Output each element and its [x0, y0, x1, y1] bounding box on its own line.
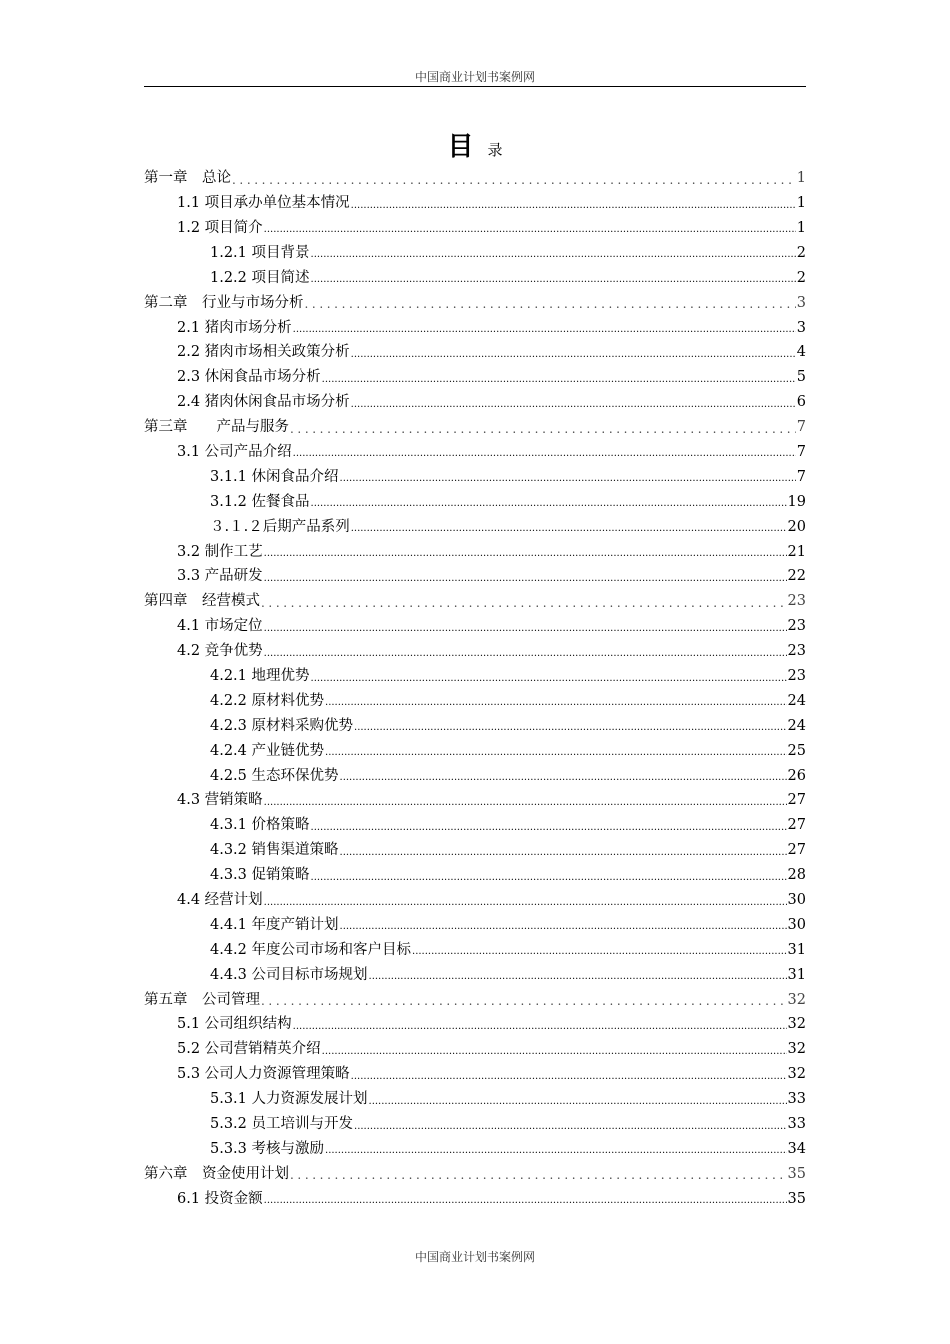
toc-entry-page: 32 [787, 991, 806, 1008]
toc-dot-leader [351, 520, 787, 535]
toc-entry[interactable] [144, 639, 806, 664]
toc-entry[interactable] [144, 987, 806, 1012]
toc-entry[interactable] [144, 1062, 806, 1087]
toc-entry-label: 4.2.1 地理优势 [210, 668, 310, 684]
toc-entry-label: 4.4.2 年度公司市场和客户目标 [210, 941, 412, 958]
toc-entry-label: 第二章 行业与市场分析 [144, 294, 304, 311]
toc-entry[interactable] [144, 315, 806, 340]
toc-entry-page: 1 [796, 170, 806, 187]
toc-entry[interactable] [144, 1162, 806, 1187]
toc-entry-page: 23 [787, 593, 806, 610]
toc-entry-page: 33 [787, 1091, 806, 1108]
toc-dot-leader [293, 321, 796, 336]
toc-dot-leader [311, 246, 796, 261]
toc-entry-label: 第一章 总论 [144, 170, 231, 187]
toc-entry-label: ３.１.２后期产品系列 [210, 518, 350, 535]
toc-dot-leader [264, 1192, 787, 1207]
toc-entry[interactable] [144, 913, 806, 938]
toc-dot-leader [261, 594, 787, 609]
toc-entry-page: 28 [787, 867, 806, 884]
toc-entry-page: 31 [787, 941, 806, 958]
toc-dot-leader [351, 1067, 787, 1082]
toc-entry-label: 2.1 猪肉市场分析 [177, 319, 292, 336]
toc-entry-page: 7 [796, 419, 806, 436]
toc-entry[interactable] [144, 689, 806, 714]
toc-entry-page: 5 [796, 369, 806, 386]
toc-entry[interactable] [144, 714, 806, 739]
toc-dot-leader [340, 470, 796, 485]
toc-dot-leader [264, 893, 787, 908]
toc-entry[interactable] [144, 266, 806, 291]
toc-entry-label: 4.2 竞争优势 [177, 643, 263, 660]
toc-dot-leader [325, 1142, 787, 1157]
toc-entry-label: 1.2 项目简介 [177, 219, 263, 236]
toc-title [0, 126, 950, 163]
toc-entry-page: 26 [787, 767, 806, 784]
toc-dot-leader [264, 644, 787, 659]
toc-entry-label: 4.1 市场定位 [177, 618, 263, 635]
toc-dot-leader [354, 719, 787, 734]
toc-dot-leader [340, 769, 787, 784]
toc-dot-leader [293, 1017, 787, 1032]
toc-dot-leader [351, 196, 796, 211]
toc-entry-label: 1.1 项目承办单位基本情况 [177, 195, 350, 212]
toc-entry-page: 24 [787, 717, 806, 734]
toc-entry-label: 4.3.2 销售渠道策略 [210, 842, 339, 859]
toc-entry-page: 23 [787, 643, 806, 660]
toc-entry[interactable] [144, 514, 806, 539]
toc-entry[interactable] [144, 614, 806, 639]
toc-entry[interactable] [144, 813, 806, 838]
toc-entry[interactable] [144, 963, 806, 988]
toc-entry-page: 27 [787, 792, 806, 809]
toc-entry-label: 第六章 资金使用计划 [144, 1165, 289, 1182]
toc-entry-label: 5.2 公司营销精英介绍 [177, 1041, 321, 1058]
table-of-contents [144, 166, 806, 1211]
toc-entry-label: 4.2.5 生态环保优势 [210, 767, 339, 784]
toc-entry[interactable] [144, 415, 806, 440]
toc-entry[interactable] [144, 888, 806, 913]
toc-dot-leader [261, 993, 787, 1008]
toc-entry-page: 27 [787, 817, 806, 834]
toc-entry-label: 5.3 公司人力资源管理策略 [177, 1066, 350, 1083]
toc-entry[interactable] [144, 241, 806, 266]
toc-dot-leader [264, 619, 787, 634]
toc-dot-leader [232, 171, 796, 186]
toc-entry[interactable] [144, 290, 806, 315]
toc-entry-page: 3 [796, 319, 806, 336]
toc-dot-leader [311, 271, 796, 286]
toc-dot-leader [322, 370, 796, 385]
toc-dot-leader [369, 968, 787, 983]
toc-dot-leader [322, 1042, 787, 1057]
toc-entry-label: 第四章 经营模式 [144, 593, 260, 610]
toc-entry-page: 35 [787, 1190, 806, 1207]
toc-dot-leader [412, 943, 787, 958]
toc-entry[interactable] [144, 1112, 806, 1137]
toc-entry-label: 第五章 公司管理 [144, 991, 260, 1008]
toc-entry-label: 2.4 猪肉休闲食品市场分析 [177, 394, 350, 411]
toc-dot-leader [293, 445, 796, 460]
toc-entry-label: 5.3.1 人力资源发展计划 [210, 1091, 368, 1108]
page-footer: 中国商业计划书案例网 [414, 1250, 535, 1264]
toc-entry-label: 5.1 公司组织结构 [177, 1016, 292, 1033]
toc-entry[interactable] [144, 166, 806, 191]
toc-entry-label: 1.2.1 项目背景 [210, 244, 310, 261]
toc-entry-label: 4.2.2 原材料优势 [210, 692, 325, 709]
toc-entry-page: 2 [796, 244, 806, 261]
toc-entry-page: 21 [787, 543, 806, 560]
toc-entry[interactable] [144, 440, 806, 465]
toc-entry-page: 30 [787, 892, 806, 909]
toc-entry-page: 34 [787, 1140, 806, 1157]
toc-entry-label: 4.4.3 公司目标市场规划 [210, 966, 368, 983]
toc-dot-leader [290, 420, 796, 435]
toc-entry-label: 4.4 经营计划 [177, 892, 263, 909]
toc-entry[interactable] [144, 664, 806, 689]
toc-dot-leader [311, 495, 787, 510]
toc-entry[interactable] [144, 365, 806, 390]
toc-entry-page: 20 [787, 518, 806, 535]
toc-entry-label: 4.2.3 原材料采购优势 [210, 717, 354, 734]
toc-entry[interactable] [144, 838, 806, 863]
toc-entry-page: 25 [787, 742, 806, 759]
toc-entry-label: 6.1 投资金额 [177, 1190, 263, 1207]
toc-entry[interactable] [144, 1187, 806, 1212]
toc-entry-page: 33 [787, 1116, 806, 1133]
toc-entry-page: 1 [796, 195, 806, 212]
toc-entry-page: 2 [796, 269, 806, 286]
toc-entry[interactable] [144, 564, 806, 589]
toc-entry-label: 2.3 休闲食品市场分析 [177, 369, 321, 386]
toc-entry[interactable] [144, 1012, 806, 1037]
toc-entry-label: 3.3 产品研发 [177, 568, 263, 585]
toc-entry-page: 32 [787, 1041, 806, 1058]
toc-entry[interactable] [144, 390, 806, 415]
toc-entry-label: 3.1.1 休闲食品介绍 [210, 468, 339, 485]
toc-dot-leader [351, 345, 796, 360]
toc-entry-page: 32 [787, 1016, 806, 1033]
toc-dot-leader [264, 793, 787, 808]
toc-entry-page: 31 [787, 966, 806, 983]
toc-entry[interactable] [144, 738, 806, 763]
toc-entry[interactable] [144, 863, 806, 888]
toc-entry[interactable] [144, 191, 806, 216]
toc-dot-leader [325, 744, 787, 759]
page-header: 中国商业计划书案例网 [414, 70, 535, 84]
header-divider [144, 86, 806, 87]
toc-dot-leader [325, 694, 787, 709]
toc-entry-label: 第三章 产品与服务 [144, 419, 289, 436]
toc-dot-leader [351, 395, 796, 410]
toc-entry-page: 1 [796, 219, 806, 236]
toc-entry-label: 5.3.3 考核与激励 [210, 1140, 325, 1157]
toc-entry-page: 35 [787, 1165, 806, 1182]
toc-entry[interactable] [144, 539, 806, 564]
toc-dot-leader [264, 221, 796, 236]
toc-dot-leader [354, 1117, 787, 1132]
toc-dot-leader [264, 545, 787, 560]
toc-entry-page: 6 [796, 394, 806, 411]
toc-entry[interactable] [144, 589, 806, 614]
toc-title-main: 目 [447, 132, 474, 162]
toc-title-sub: 录 [487, 141, 503, 159]
toc-dot-leader [311, 818, 787, 833]
toc-entry-label: 3.2 制作工艺 [177, 543, 263, 560]
toc-entry-page: 7 [796, 468, 806, 485]
toc-entry-page: 24 [787, 692, 806, 709]
toc-dot-leader [264, 569, 787, 584]
toc-entry-label: 1.2.2 项目简述 [210, 269, 310, 286]
toc-entry-page: 7 [796, 443, 806, 460]
toc-entry-page: 23 [787, 618, 806, 635]
toc-entry-page: 23 [787, 668, 806, 684]
toc-entry-page: 3 [796, 294, 806, 311]
toc-dot-leader [290, 1167, 787, 1182]
toc-entry[interactable] [144, 1137, 806, 1162]
toc-entry[interactable] [144, 465, 806, 490]
toc-entry[interactable] [144, 1087, 806, 1112]
toc-entry-label: 4.3 营销策略 [177, 792, 263, 809]
toc-dot-leader [311, 868, 787, 883]
toc-entry-page: 19 [787, 493, 806, 510]
toc-entry[interactable] [144, 1037, 806, 1062]
toc-entry[interactable] [144, 340, 806, 365]
toc-dot-leader [305, 296, 796, 311]
toc-entry-label: 3.1.2 佐餐食品 [210, 493, 310, 510]
toc-entry-page: 30 [787, 916, 806, 933]
toc-entry[interactable] [144, 788, 806, 813]
toc-entry-label: 4.3.3 促销策略 [210, 867, 310, 884]
toc-entry[interactable] [144, 490, 806, 515]
toc-entry-label: 4.2.4 产业链优势 [210, 742, 325, 759]
toc-entry[interactable] [144, 216, 806, 241]
toc-entry-page: 32 [787, 1066, 806, 1083]
toc-entry[interactable] [144, 763, 806, 788]
toc-entry-page: 27 [787, 842, 806, 859]
toc-entry-page: 22 [787, 568, 806, 585]
toc-dot-leader [369, 1092, 787, 1107]
toc-entry-label: 3.1 公司产品介绍 [177, 443, 292, 460]
toc-dot-leader [311, 669, 787, 684]
toc-entry[interactable] [144, 938, 806, 963]
toc-entry-label: 2.2 猪肉市场相关政策分析 [177, 344, 350, 361]
toc-entry-label: 4.4.1 年度产销计划 [210, 916, 339, 933]
toc-entry-label: 5.3.2 员工培训与开发 [210, 1116, 354, 1133]
toc-dot-leader [340, 843, 787, 858]
toc-entry-page: 4 [796, 344, 806, 361]
toc-entry-label: 4.3.1 价格策略 [210, 817, 310, 834]
toc-dot-leader [340, 918, 787, 933]
